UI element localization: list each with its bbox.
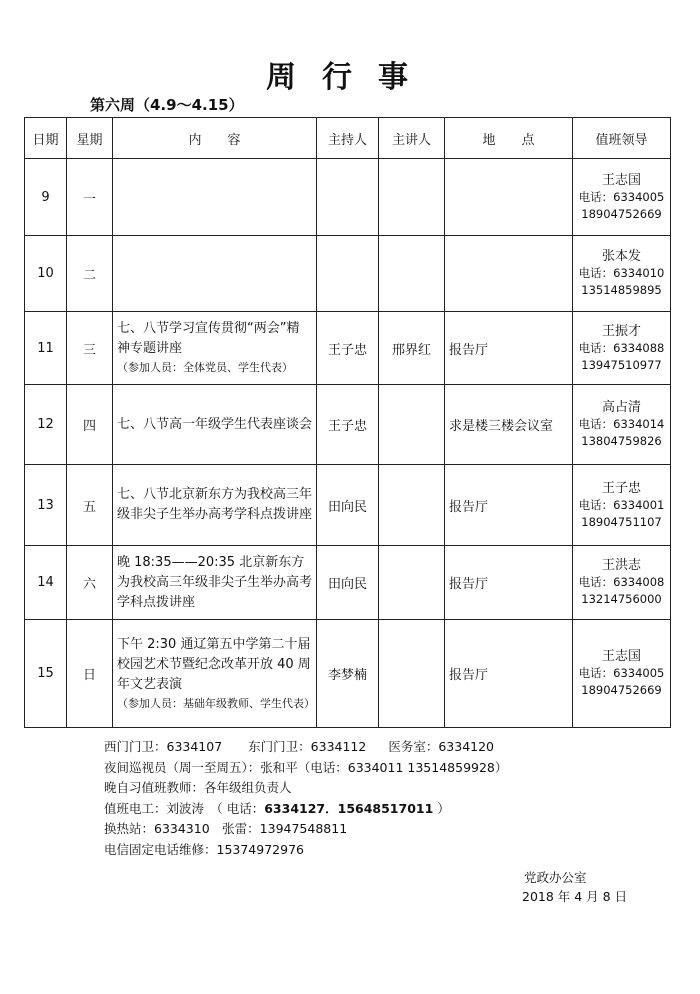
office-name: 党政办公室	[524, 870, 587, 885]
duty-name: 王洪志	[601, 558, 641, 573]
row-note: （参加人员：全体党员、学生代表）	[117, 361, 293, 374]
duty-name: 王志国	[601, 172, 641, 188]
row-location	[445, 236, 573, 312]
row-speaker	[379, 620, 445, 728]
row-weekday: 四	[67, 385, 113, 465]
row-content-text: 下午 2:30 通辽第五中学第二十届校园艺术节暨纪念改革开放 40 周年文艺表演	[117, 636, 311, 692]
signature-block	[524, 868, 627, 906]
duty-phone: 电话：6334005	[578, 666, 665, 680]
row-host: 王子忠	[317, 385, 379, 465]
row-duty	[573, 620, 671, 728]
row-location: 报告厅	[445, 465, 573, 546]
east-gate: 东门门卫：6334112	[248, 739, 367, 754]
row-speaker	[379, 159, 445, 236]
issue-date: 2018 年 4 月 8 日	[522, 889, 628, 904]
row-content	[113, 236, 317, 312]
west-gate: 西门门卫：6334107	[104, 739, 223, 754]
row-content-text: 七、八节学习宣传贯彻“两会”精神专题讲座	[117, 321, 300, 356]
night-patrol: 夜间巡视员（周一至周五）：张和平（电话：6334011 13514859928）	[104, 759, 508, 775]
duty-mobile: 18904752669	[581, 206, 662, 221]
row-duty	[573, 385, 671, 465]
row-location: 报告厅	[445, 620, 573, 728]
row-weekday: 一	[67, 159, 113, 236]
gate-line	[104, 737, 507, 758]
header-weekday: 星期	[67, 118, 113, 159]
telecom-repair: 电信固定电话维修：15374972976	[104, 841, 304, 857]
row-content-text: 七、八节高一年级学生代表座谈会	[117, 416, 313, 432]
header-content: 内 容	[113, 118, 317, 159]
duty-phone: 电话：6334088	[578, 340, 665, 355]
row-content-text: 七、八节北京新东方为我校高三年级非尖子生举办高考学科点拨讲座	[117, 487, 313, 522]
row-duty	[573, 159, 671, 236]
electrician-phones: 6334127．15648517011	[264, 800, 434, 816]
duty-name: 王子忠	[601, 480, 641, 496]
duty-phone: 电话：6334001	[578, 497, 665, 512]
row-duty	[573, 312, 671, 385]
table-row	[25, 159, 671, 236]
row-speaker	[379, 465, 445, 546]
table-row	[25, 620, 671, 728]
row-weekday: 二	[67, 236, 113, 312]
row-weekday: 三	[67, 312, 113, 385]
electrician-line	[104, 799, 507, 820]
duty-name: 高占清	[601, 400, 641, 415]
row-content	[113, 620, 317, 728]
header-duty: 值班领导	[573, 118, 671, 159]
duty-phone: 电话：6334014	[578, 417, 665, 431]
row-host: 李梦楠	[317, 620, 379, 728]
row-duty	[573, 236, 671, 312]
row-note: （参加人员：基础年级教师、学生代表）	[117, 696, 315, 710]
duty-mobile: 18904751107	[581, 514, 662, 529]
row-content-text: 晚 18:35——20:35 北京新东方为我校高三年级非尖子生举办高考学科点拨讲座	[117, 554, 313, 610]
table-row	[25, 385, 671, 465]
header-location: 地 点	[445, 118, 573, 159]
table-row	[25, 312, 671, 385]
row-content	[113, 546, 317, 620]
header-host: 主持人	[317, 118, 379, 159]
row-weekday: 六	[67, 546, 113, 620]
row-date: 13	[25, 465, 67, 546]
heating-station: 换热站：6334310 张雷：13947548811	[104, 821, 348, 836]
row-weekday: 日	[67, 620, 113, 728]
row-host	[317, 236, 379, 312]
page-title: 周行事	[266, 60, 434, 95]
row-host: 田向民	[317, 465, 379, 546]
electrician-end: ）	[433, 800, 450, 816]
row-content	[113, 159, 317, 236]
duty-name: 张本发	[601, 249, 641, 264]
row-content	[113, 465, 317, 546]
duty-name: 王志国	[601, 649, 641, 664]
row-speaker	[379, 236, 445, 312]
row-date: 10	[25, 236, 67, 312]
row-host: 王子忠	[317, 312, 379, 385]
row-speaker	[379, 385, 445, 465]
row-duty	[573, 465, 671, 546]
row-speaker	[379, 546, 445, 620]
duty-phone: 电话：6334005	[578, 189, 665, 204]
row-date: 11	[25, 312, 67, 385]
row-weekday: 五	[67, 465, 113, 546]
header-date: 日期	[25, 118, 67, 159]
duty-mobile: 18904752669	[581, 683, 662, 697]
clinic: 医务室：6334120	[388, 739, 495, 754]
row-date: 15	[25, 620, 67, 728]
row-location: 求是楼三楼会议室	[445, 385, 573, 465]
table-row	[25, 236, 671, 312]
row-host: 田向民	[317, 546, 379, 620]
duty-mobile: 13514859895	[581, 283, 662, 297]
header-speaker: 主讲人	[379, 118, 445, 159]
duty-mobile: 13804759826	[581, 434, 662, 448]
week-label: 第六周（4.9～4.15）	[90, 96, 244, 114]
table-row	[25, 465, 671, 546]
row-location: 报告厅	[445, 546, 573, 620]
row-content	[113, 385, 317, 465]
electrician-label: 值班电工：刘波涛 （ 电话：	[104, 800, 265, 816]
row-date: 12	[25, 385, 67, 465]
row-duty	[573, 546, 671, 620]
footer-contacts	[104, 737, 507, 860]
table-header-row	[25, 118, 671, 159]
row-date: 14	[25, 546, 67, 620]
row-host	[317, 159, 379, 236]
row-speaker: 邢界红	[379, 312, 445, 385]
table-row	[25, 546, 671, 620]
row-date: 9	[25, 159, 67, 236]
duty-name: 王振才	[601, 323, 641, 339]
schedule-table	[24, 117, 671, 728]
duty-phone: 电话：6334008	[578, 575, 665, 589]
duty-mobile: 13947510977	[581, 357, 662, 372]
duty-mobile: 13214756000	[581, 592, 662, 606]
duty-phone: 电话：6334010	[578, 266, 665, 280]
row-content	[113, 312, 317, 385]
evening-study: 晚自习值班教师：各年级组负责人	[104, 780, 292, 795]
row-location: 报告厅	[445, 312, 573, 385]
row-location	[445, 159, 573, 236]
